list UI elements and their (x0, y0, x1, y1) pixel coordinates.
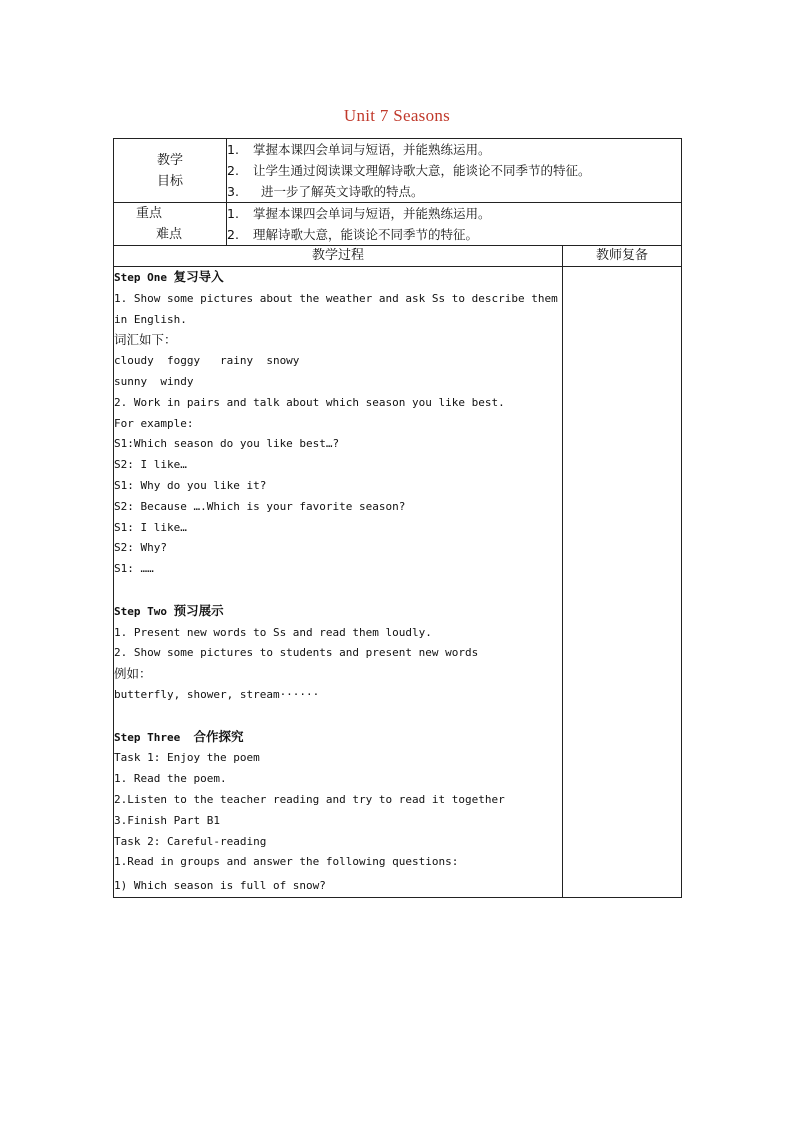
objective-item: 2. 让学生通过阅读课文理解诗歌大意，能谈论不同季节的特征。 (227, 163, 591, 178)
lesson-plan-table (113, 138, 682, 898)
dialogue-line: S1: …… (114, 562, 154, 576)
vocab-line: cloudy foggy rainy snowy (114, 354, 300, 368)
example-label: 例如： (114, 666, 152, 682)
teacher-notes-cell (563, 267, 682, 898)
document-title: Unit 7 Seasons (343, 106, 451, 125)
step-one-heading: Step One 复习导入 (114, 269, 224, 284)
focus-label-line1: 重点 (136, 206, 163, 221)
task-line: 1. Read the poem. (114, 772, 227, 786)
step-one-line: in English. (114, 312, 187, 326)
focus-label-line2: 难点 (156, 227, 183, 242)
objectives-label-line1: 教学 (156, 152, 183, 168)
task-line: 2.Listen to the teacher reading and try to read it together (114, 792, 505, 806)
vocab-label: 词汇如下： (114, 332, 177, 348)
dialogue-line: S1:Which season do you like best…? (114, 437, 340, 451)
dialogue-line: S1: I like… (114, 520, 187, 534)
process-header: 教学过程 (114, 246, 563, 267)
objective-item: 3. 进一步了解英文诗歌的特点。 (227, 184, 424, 199)
example-label: For example: (114, 416, 194, 430)
focus-list (227, 203, 682, 246)
step-two-line: 1. Present new words to Ss and read them loudly. (114, 625, 432, 639)
objective-item: 1. 掌握本课四会单词与短语，并能熟练运用。 (227, 142, 491, 157)
process-content (114, 267, 563, 898)
spacer (114, 706, 562, 727)
task-line: 3.Finish Part B1 (114, 813, 220, 827)
dialogue-line: S2: I like… (114, 458, 187, 472)
dialogue-line: S1: Why do you like it? (114, 478, 267, 492)
step-two-line: 2. Show some pictures to students and present new words (114, 646, 479, 660)
focus-item: 1. 掌握本课四会单词与短语，并能熟练运用。 (227, 206, 491, 221)
dialogue-line: S2: Why? (114, 541, 167, 555)
focus-row (114, 203, 682, 246)
vocab-line: sunny windy (114, 374, 194, 388)
focus-item: 2. 理解诗歌大意，能谈论不同季节的特征。 (227, 227, 479, 242)
step-three-heading: Step Three 合作探究 (114, 728, 244, 744)
objectives-label-line2: 目标 (156, 173, 183, 189)
dialogue-line: S2: Because ….Which is your favorite season? (114, 499, 406, 513)
objectives-list (227, 139, 682, 203)
new-words-line: butterfly, shower, stream······ (114, 687, 320, 701)
task-heading: Task 1: Enjoy the poem (114, 751, 260, 765)
objectives-row (114, 139, 682, 203)
task-line: 1.Read in groups and answer the following questions: (114, 855, 459, 869)
teacher-notes-header: 教师复备 (563, 246, 682, 267)
step-one-line: 1. Show some pictures about the weather and ask Ss to describe them (114, 291, 558, 305)
step-two-heading: Step Two 预习展示 (114, 602, 224, 618)
objectives-label (114, 139, 227, 203)
question-line: 1) Which season is full of snow? (114, 879, 326, 893)
step-one-line: 2. Work in pairs and talk about which season you like best. (114, 395, 505, 409)
task-heading: Task 2: Careful-reading (114, 834, 267, 848)
content-row (114, 267, 682, 898)
column-header-row (114, 246, 682, 267)
spacer (114, 580, 562, 601)
focus-label (114, 203, 227, 246)
